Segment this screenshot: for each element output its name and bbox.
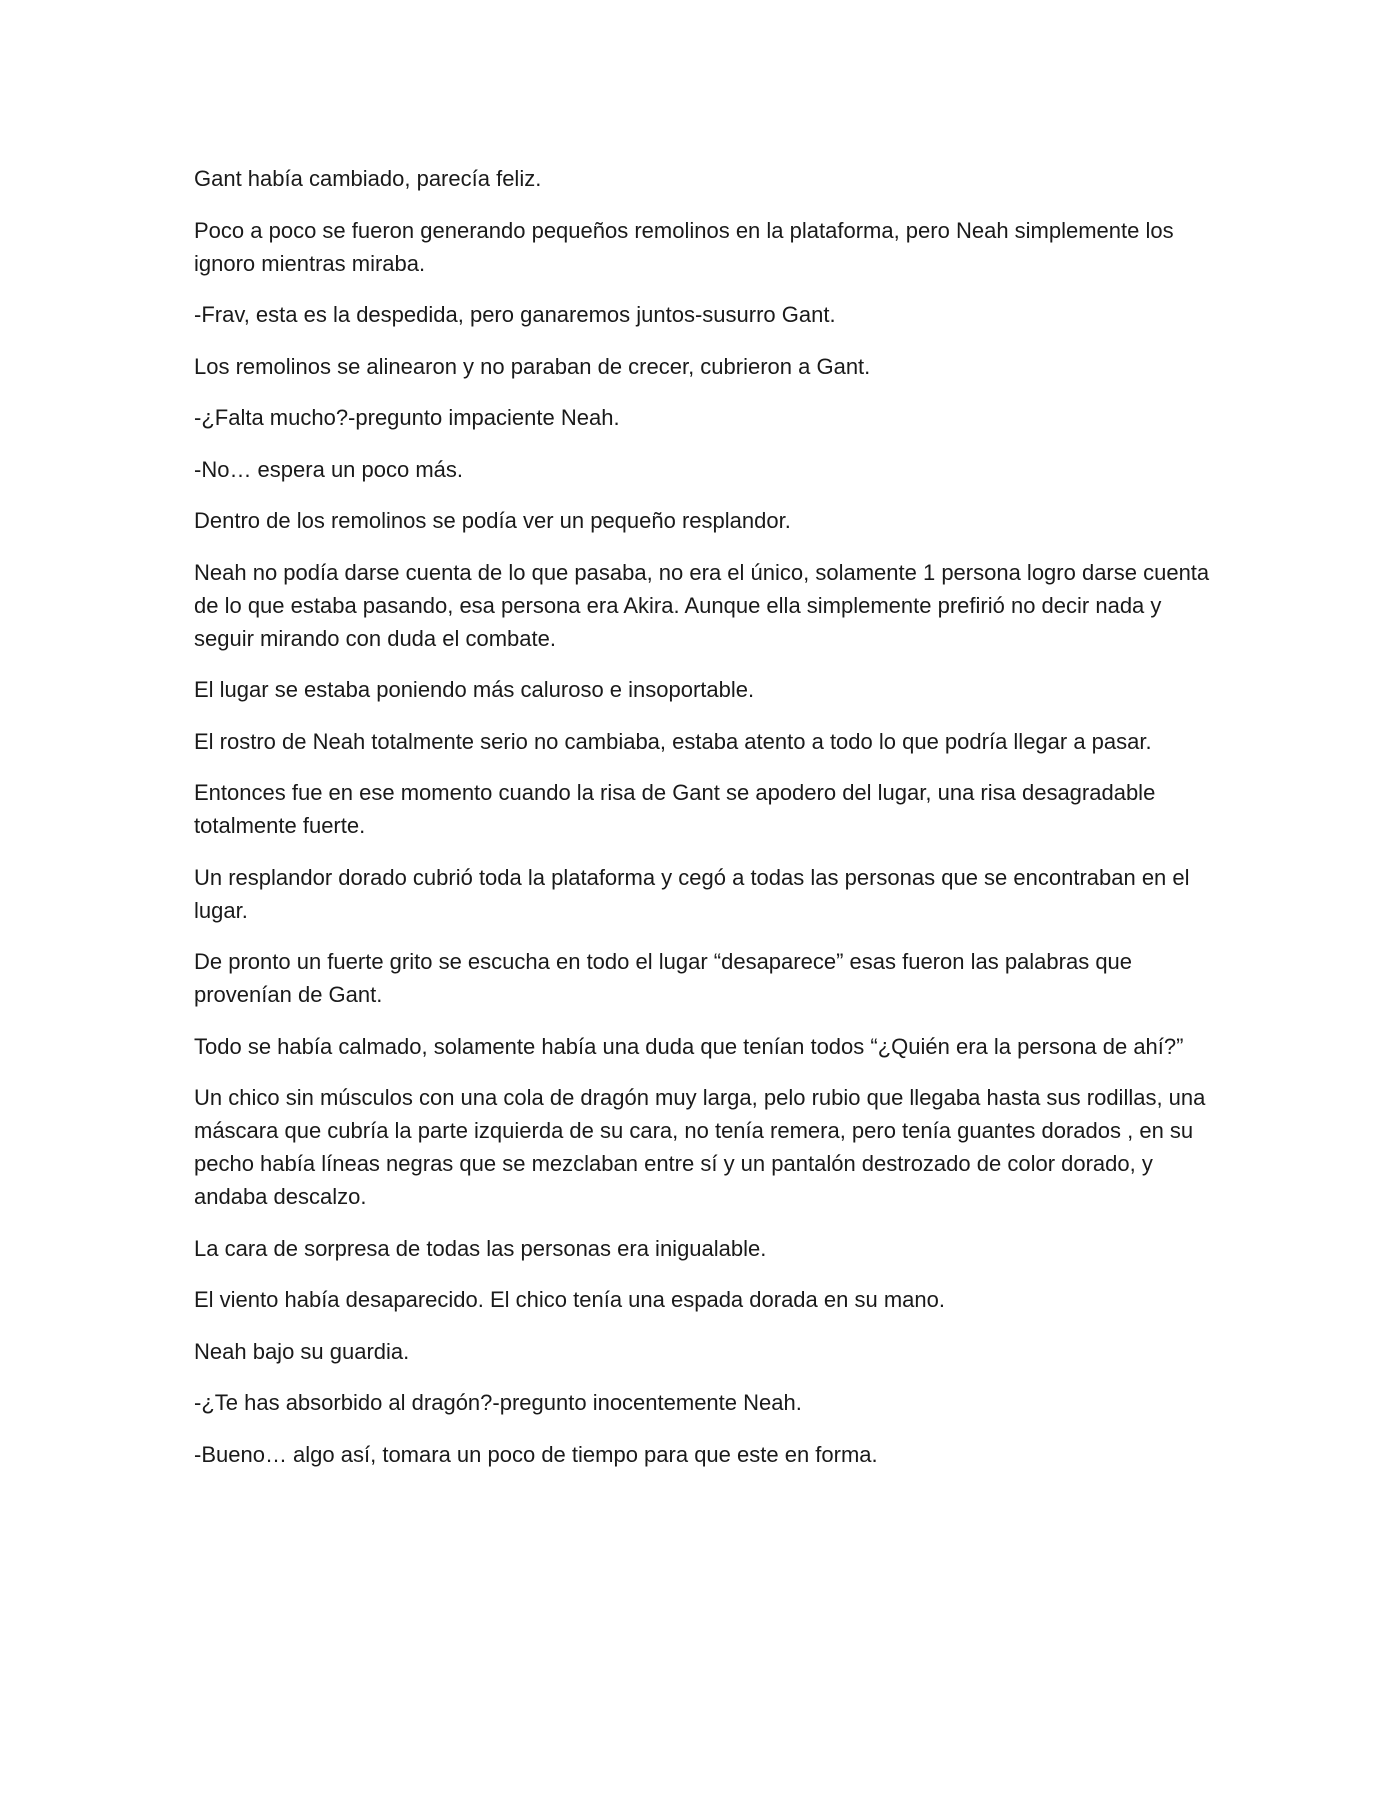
paragraph: -Bueno… algo así, tomara un poco de tiempo para que este en forma. xyxy=(194,1441,878,1467)
paragraph: Dentro de los remolinos se podía ver un pequeño resplandor. xyxy=(194,508,791,533)
paragraph: La cara de sorpresa de todas las personas era inigualable. xyxy=(194,1235,767,1261)
paragraph: Un resplandor dorado cubrió toda la plataforma y cegó a todas las personas que se encontraban en el lugar. xyxy=(194,864,1190,923)
paragraph: El lugar se estaba poniendo más caluroso e insoportable. xyxy=(194,677,755,702)
paragraph: -¿Te has absorbido al dragón?-pregunto inocentemente Neah. xyxy=(194,1390,802,1415)
paragraph: El rostro de Neah totalmente serio no cambiaba, estaba atento a todo lo que podría llegar a pasar. xyxy=(194,728,1152,754)
paragraph: El viento había desaparecido. El chico tenía una espada dorada en su mano. xyxy=(194,1287,945,1312)
paragraph: Todo se había calmado, solamente había una duda que tenían todos “¿Quién era la persona de ahí?” xyxy=(194,1033,1184,1059)
paragraph: De pronto un fuerte grito se escucha en todo el lugar “desaparece” esas fueron las palabras que provenían de Gant. xyxy=(194,949,1133,1007)
document-body xyxy=(194,162,1214,1489)
paragraph: Neah no podía darse cuenta de lo que pasaba, no era el único, solamente 1 persona logro darse cuenta de lo que estaba pasando, esa persona era Akira. Aunque ella simplemente prefirió no decir nada y seguir mirando con duda el combate. xyxy=(194,559,1210,651)
paragraph: -¿Falta mucho?-pregunto impaciente Neah. xyxy=(194,405,620,430)
paragraph: Un chico sin músculos con una cola de dragón muy larga, pelo rubio que llegaba hasta sus rodillas, una máscara que cubría la parte izquierda de su cara, no tenía remera, pero tenía guantes dorados , en su pecho había líneas negras que se mezclaban entre sí y un pantalón destrozado de color dorado, y andaba descalzo. xyxy=(194,1085,1206,1209)
paragraph: -No… espera un poco más. xyxy=(194,456,464,482)
paragraph: Poco a poco se fueron generando pequeños remolinos en la plataforma, pero Neah simplemente los ignoro mientras miraba. xyxy=(194,217,1174,276)
paragraph: Gant había cambiado, parecía feliz. xyxy=(194,166,542,191)
paragraph: -Frav, esta es la despedida, pero ganaremos juntos-susurro Gant. xyxy=(194,302,836,327)
paragraph: Neah bajo su guardia. xyxy=(194,1338,410,1364)
paragraph: Entonces fue en ese momento cuando la risa de Gant se apodero del lugar, una risa desagradable totalmente fuerte. xyxy=(194,780,1156,838)
paragraph: Los remolinos se alinearon y no paraban de crecer, cubrieron a Gant. xyxy=(194,353,871,379)
